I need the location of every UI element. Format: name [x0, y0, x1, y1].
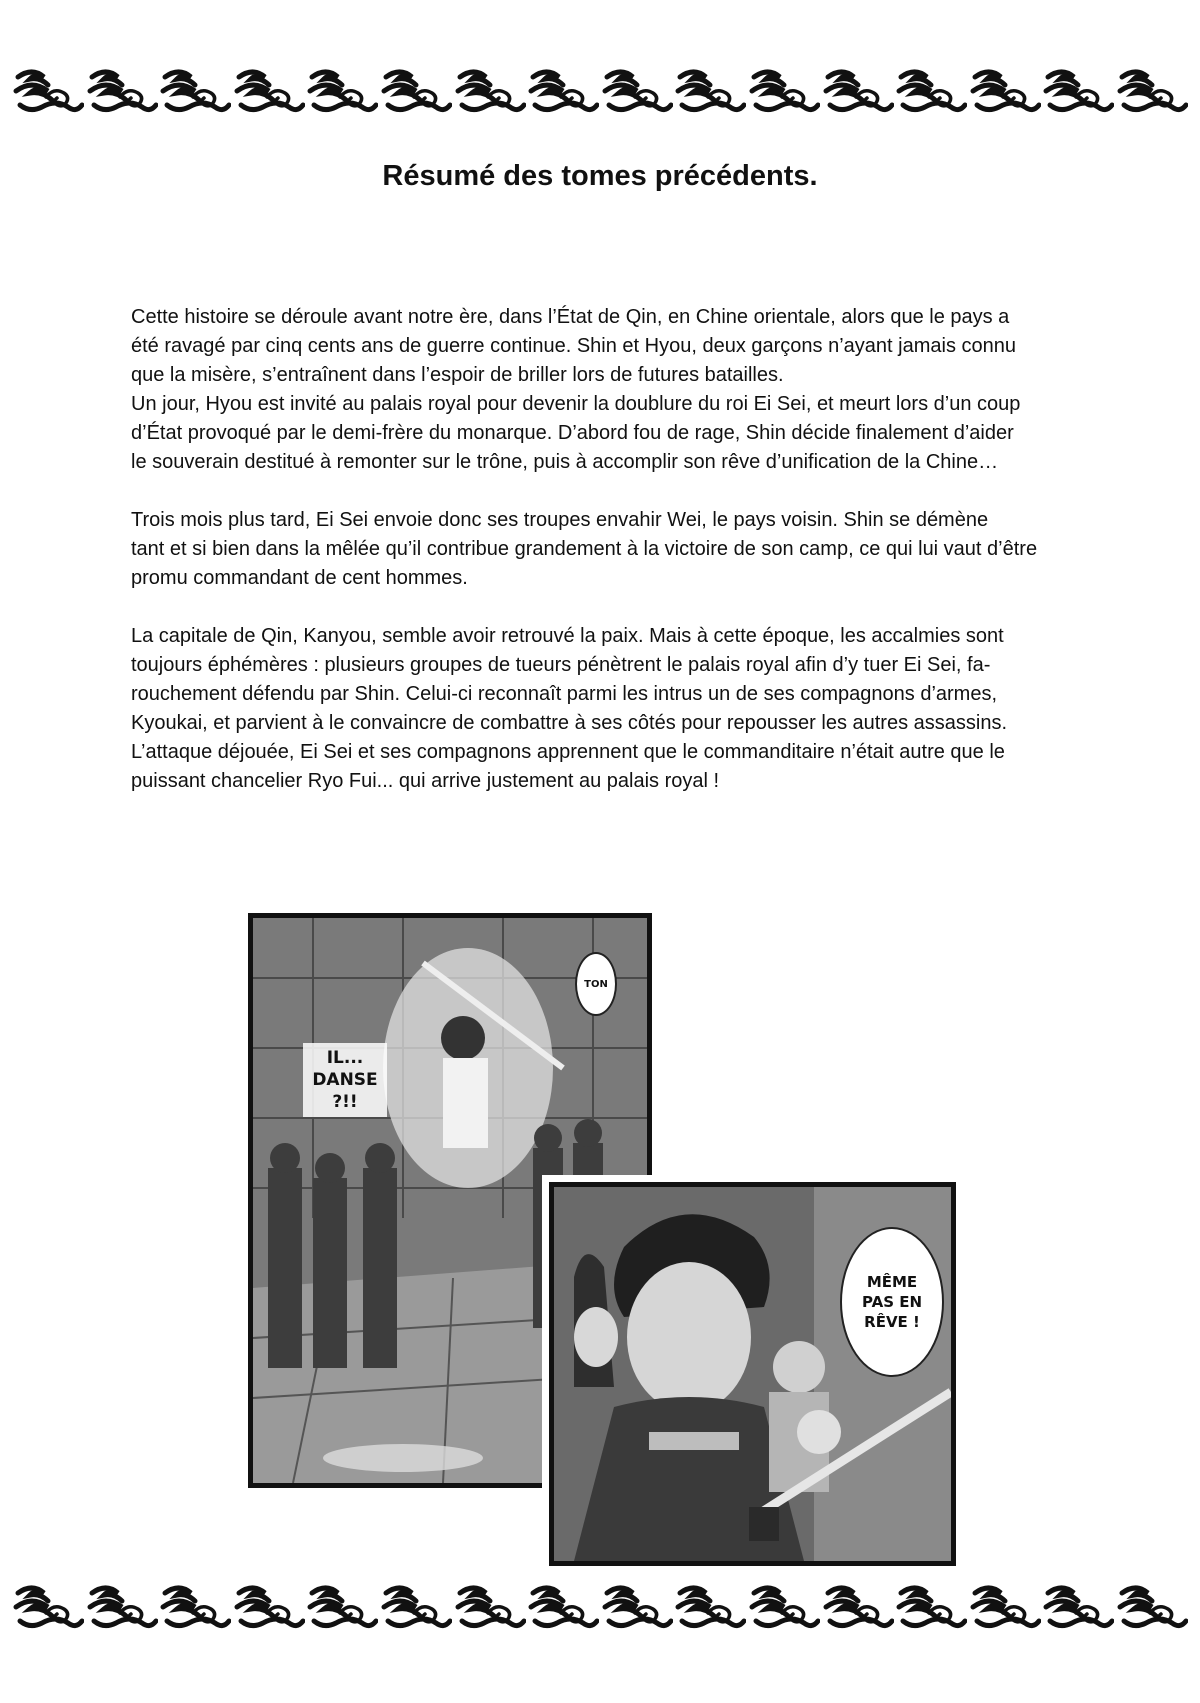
cloud-scroll-icon	[1042, 65, 1114, 119]
page-title: Résumé des tomes précédents.	[382, 160, 818, 192]
speech-bubble-meme: MÊME PAS EN RÊVE !	[840, 1227, 944, 1377]
cloud-scroll-icon	[674, 65, 746, 119]
top-cloud-border	[12, 62, 1188, 122]
cloud-scroll-icon	[1116, 1581, 1188, 1635]
summary-text	[131, 303, 1073, 825]
cloud-scroll-icon	[895, 65, 967, 119]
cloud-scroll-icon	[86, 1581, 158, 1635]
cloud-scroll-icon	[1116, 65, 1188, 119]
cloud-scroll-icon	[527, 1581, 599, 1635]
sfx-ton-bubble: TON	[575, 952, 617, 1016]
cloud-scroll-icon	[12, 1581, 84, 1635]
cloud-scroll-icon	[159, 1581, 231, 1635]
bottom-cloud-border	[12, 1578, 1188, 1638]
cloud-scroll-icon	[86, 65, 158, 119]
cloud-scroll-icon	[380, 1581, 452, 1635]
cloud-scroll-icon	[1042, 1581, 1114, 1635]
summary-paragraph-2: Trois mois plus tard, Ei Sei envoie donc ses troupes envahir Wei, le pays voisin. Shin se démène tant et si bien dans la mêlée qu’il contribue grandement à la victoire de son camp, ce qui lui vaut d’être promu commandant de cent hommes.	[131, 509, 1038, 589]
cloud-scroll-icon	[233, 65, 305, 119]
cloud-scroll-icon	[748, 1581, 820, 1635]
cloud-scroll-icon	[306, 65, 378, 119]
cloud-scroll-icon	[969, 65, 1041, 119]
cloud-scroll-icon	[601, 65, 673, 119]
summary-paragraph-3: La capitale de Qin, Kanyou, semble avoir retrouvé la paix. Mais à cette époque, les accalmies sont toujours éphémères : plusieurs groupes de tueurs pénètrent le palais royal afin d’y tuer Ei Sei, fa- rouchement défendu par Shin. Celui-ci reconnaît parmi les intrus un de ses compagnons d’armes, Kyoukai, et parvient à le convaincre de combattre à ses côtés pour repousser les autres assassins. L’attaque déjouée, Ei Sei et ses compagnons apprennent que le commanditaire n’était autre que le puissant chancelier Ryo Fui... qui arrive justement au palais royal !	[131, 625, 1008, 792]
cloud-scroll-icon	[748, 65, 820, 119]
cloud-scroll-icon	[822, 65, 894, 119]
cloud-scroll-icon	[380, 65, 452, 119]
cloud-scroll-icon	[12, 65, 84, 119]
summary-paragraph-1: Cette histoire se déroule avant notre ère, dans l’État de Qin, en Chine orientale, alors que le pays a été ravagé par cinq cents ans de guerre continue. Shin et Hyou, deux garçons n’ayant jamais connu que la misère, s’entraînent dans l’espoir de briller lors de futures batailles. Un jour, Hyou est invité au palais royal pour devenir la doublure du roi Ei Sei, et meurt lors d’un coup d’État provoqué par le demi-frère du monarque. D’abord fou de rage, Shin décide finalement d’aider le souverain destitué à remonter sur le trône, puis à accomplir son rêve d’unification de la Chine…	[131, 306, 1021, 473]
cloud-scroll-icon	[306, 1581, 378, 1635]
manga-panel-refusal	[549, 1182, 956, 1566]
cloud-scroll-icon	[454, 65, 526, 119]
cloud-scroll-icon	[969, 1581, 1041, 1635]
cloud-scroll-icon	[674, 1581, 746, 1635]
cloud-scroll-icon	[454, 1581, 526, 1635]
cloud-scroll-icon	[822, 1581, 894, 1635]
cloud-scroll-icon	[601, 1581, 673, 1635]
cloud-scroll-icon	[159, 65, 231, 119]
cloud-scroll-icon	[527, 65, 599, 119]
cloud-scroll-icon	[895, 1581, 967, 1635]
dance-exclamation: IL... DANSE ?!!	[303, 1043, 387, 1117]
cloud-scroll-icon	[233, 1581, 305, 1635]
